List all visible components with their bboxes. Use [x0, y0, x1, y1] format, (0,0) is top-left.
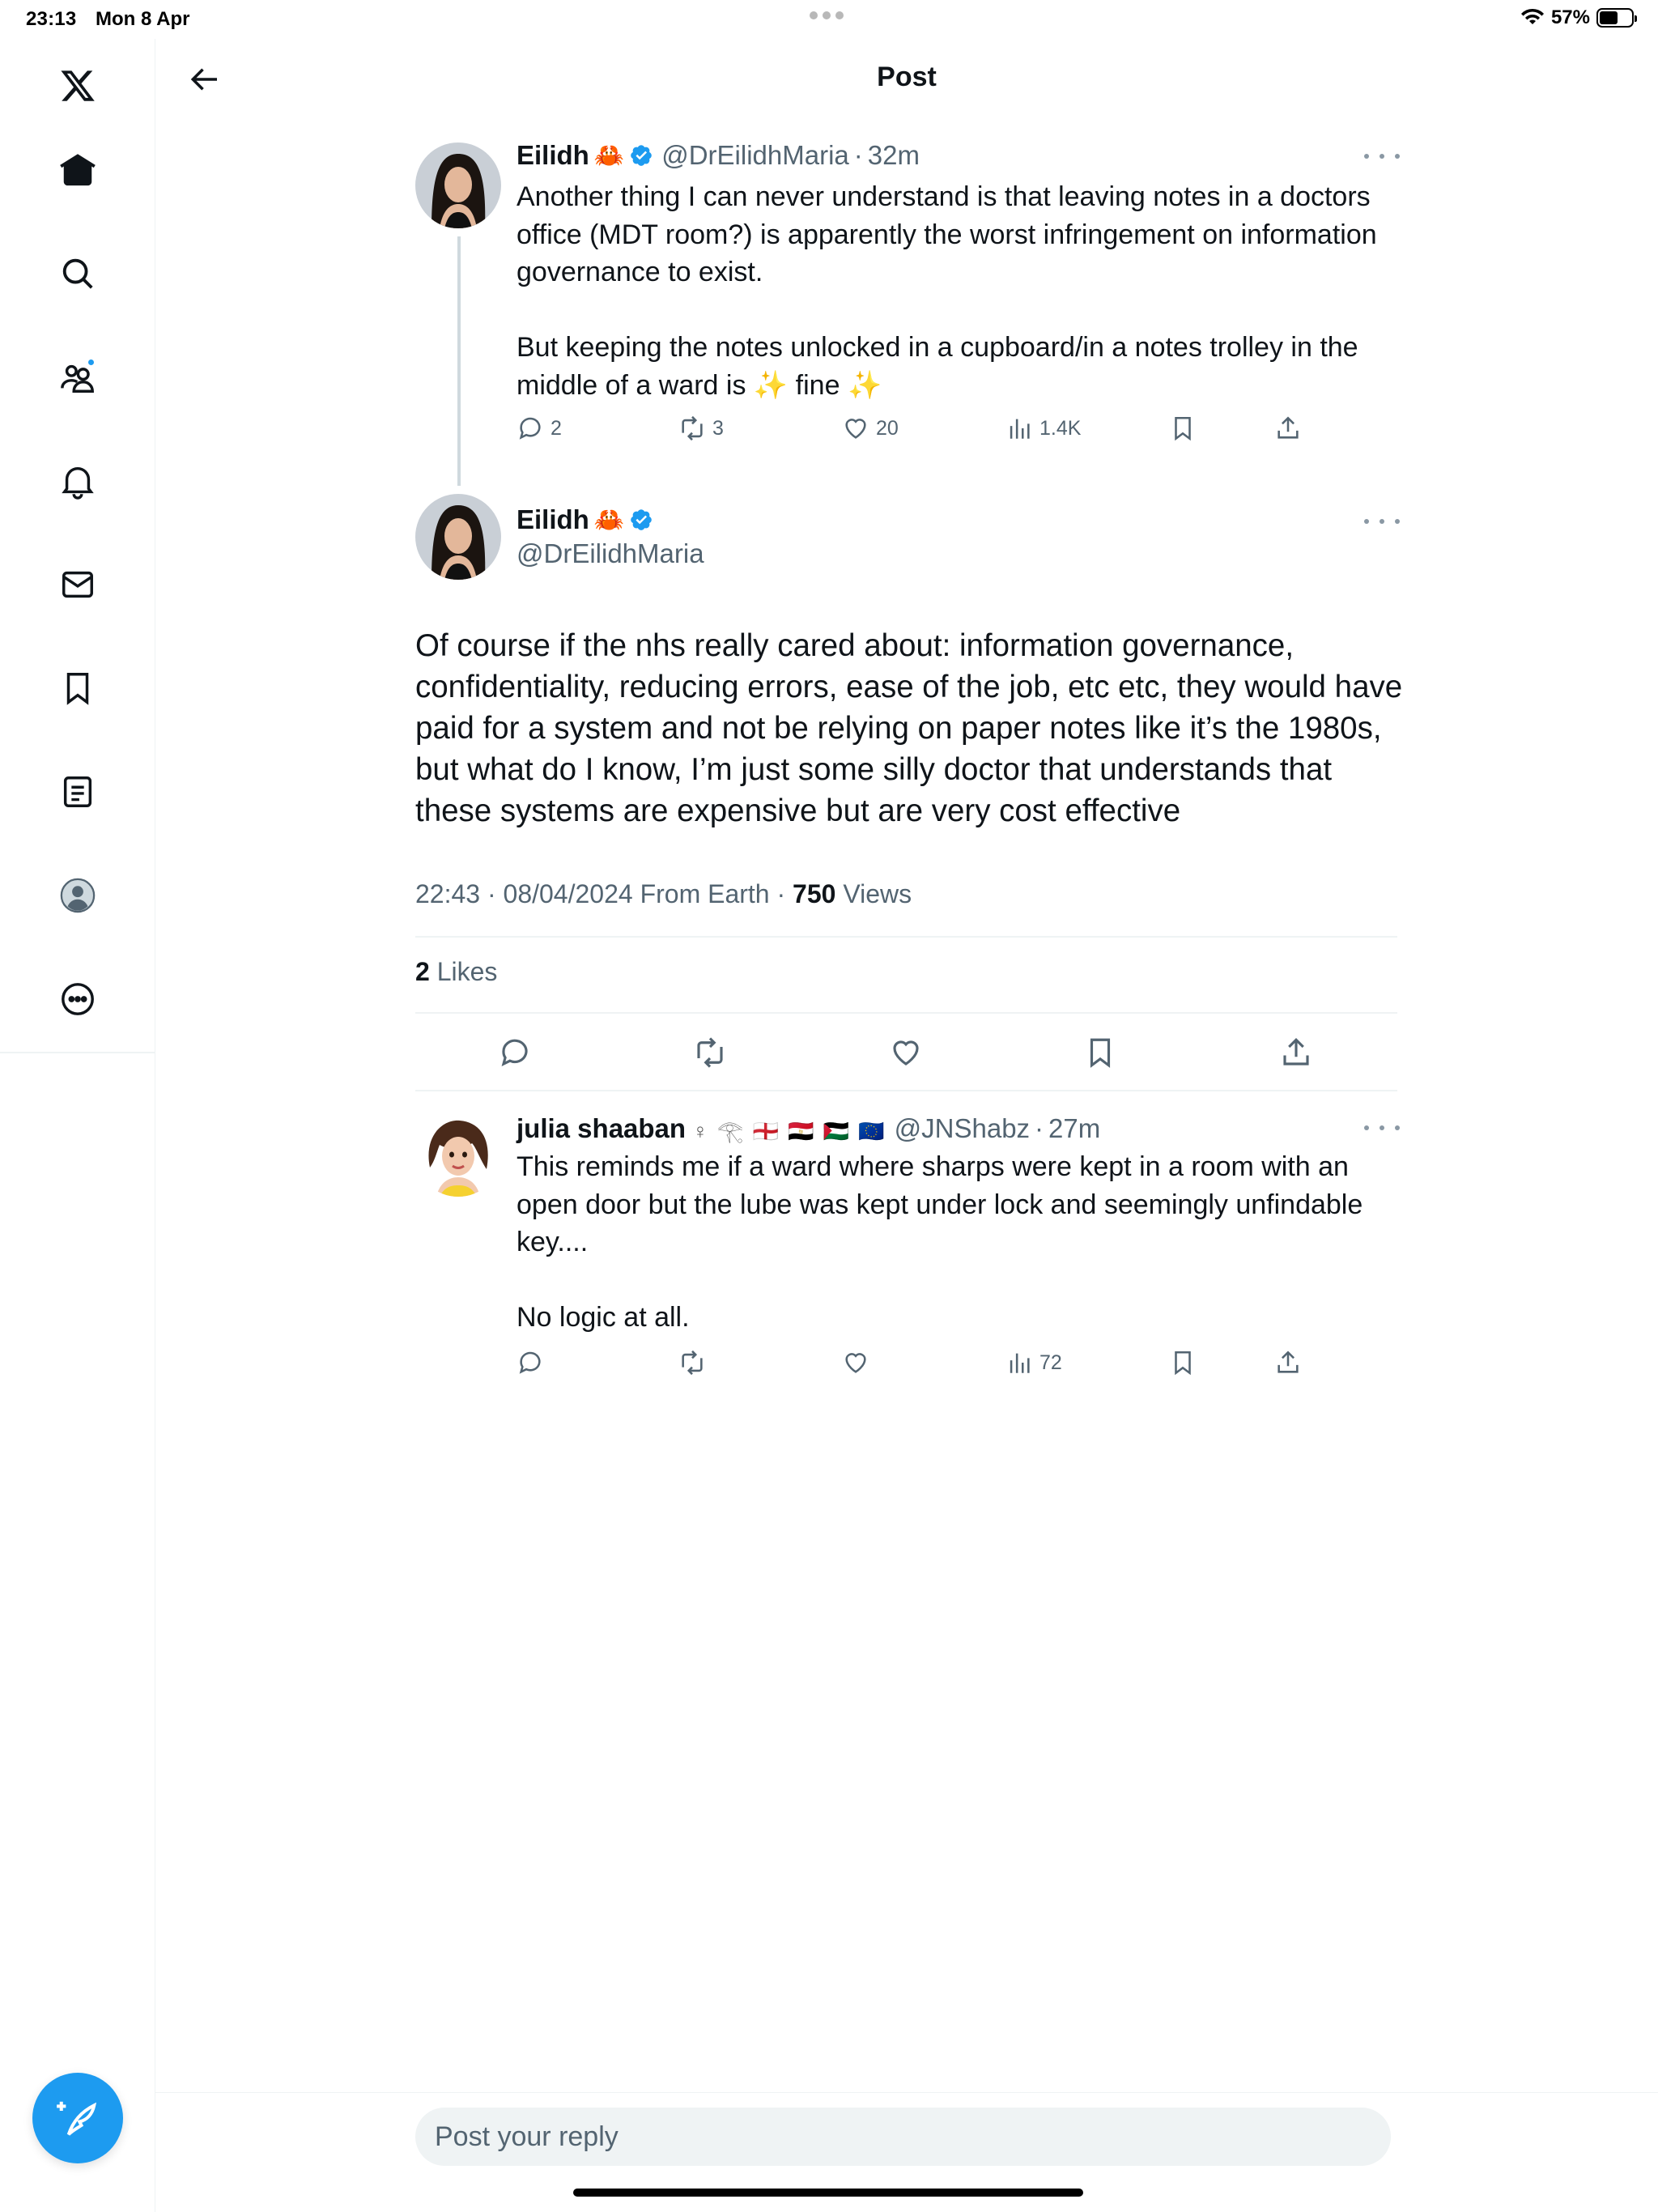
main-tweet-actions — [415, 1030, 1397, 1075]
reply-input[interactable] — [415, 2108, 1391, 2166]
separator: · — [1035, 1113, 1044, 1143]
avatar[interactable] — [415, 143, 501, 228]
repost-icon — [693, 1036, 727, 1070]
divider — [415, 1090, 1397, 1091]
divider — [415, 936, 1397, 938]
compose-icon — [56, 2096, 100, 2140]
battery-percent: 57% — [1550, 6, 1590, 28]
views-action[interactable] — [1005, 415, 1081, 442]
like-button[interactable] — [883, 1030, 929, 1075]
tweet-time[interactable]: 32m — [867, 140, 920, 170]
views-count: 72 — [1039, 1351, 1062, 1374]
reply-count: 2 — [551, 416, 562, 440]
crab-emoji: 🦀 — [593, 506, 625, 534]
main-tweet-handle-row — [517, 538, 704, 569]
reply-tweet-header — [517, 1112, 1100, 1146]
repost-count: 3 — [712, 416, 724, 440]
views-action[interactable] — [1005, 1349, 1062, 1376]
thread-line — [457, 236, 461, 486]
search-icon[interactable] — [49, 245, 107, 303]
status-time: 23:13 — [26, 8, 77, 30]
share-action[interactable] — [1274, 415, 1302, 442]
handle[interactable]: @JNShabz — [894, 1113, 1031, 1143]
status-date: Mon 8 Apr — [96, 8, 190, 30]
repost-icon — [678, 415, 706, 442]
likes-label: Likes — [429, 957, 498, 986]
display-name[interactable]: Eilidh — [517, 504, 589, 534]
likes-count: 2 — [415, 957, 430, 986]
main-tweet-text: Of course if the nhs really cared about: information governance, confidentiality, reducing errors, ease of the job, etc etc, they would have paid for a system and not be relying on paper notes like it’s the 1980s, but what do I know, I’m just some silly doctor that understands that these systems are expensive but are very cost effective — [415, 628, 1403, 828]
display-name[interactable]: julia shaaban — [517, 1113, 687, 1143]
name-decorations: ♀ 𓂀 🏴󠁧󠁢󠁥󠁮󠁧󠁿 🇪🇬 🇵🇸 🇪🇺 — [692, 1119, 886, 1143]
multitasking-dots-icon[interactable] — [810, 11, 844, 19]
display-name[interactable]: Eilidh — [517, 140, 589, 170]
left-nav-rail — [0, 39, 155, 2212]
status-bar — [0, 0, 1658, 39]
post-header — [155, 39, 1658, 120]
verified-badge-icon — [629, 143, 653, 168]
tweet-actions — [517, 1349, 1407, 1381]
reply-icon — [498, 1036, 532, 1070]
rail-divider — [0, 1052, 155, 1053]
views-icon — [1005, 415, 1033, 442]
avatar[interactable] — [415, 494, 501, 580]
views-count: 750 — [793, 879, 836, 908]
wifi-icon — [1520, 8, 1545, 28]
notification-dot — [87, 358, 96, 367]
handle[interactable]: @DrEilidhMaria — [661, 140, 849, 170]
status-right — [1520, 6, 1634, 29]
repost-button[interactable] — [687, 1030, 733, 1075]
more-options-button[interactable] — [1364, 513, 1400, 530]
reply-icon — [517, 1349, 544, 1376]
views-count: 1.4K — [1039, 416, 1082, 440]
heart-icon — [842, 1349, 869, 1376]
like-action[interactable] — [842, 1349, 869, 1376]
share-action[interactable] — [1274, 1349, 1302, 1376]
like-action[interactable] — [842, 415, 899, 442]
reply-button[interactable] — [492, 1030, 538, 1075]
tweet-time[interactable]: 27m — [1048, 1113, 1101, 1143]
repost-action[interactable] — [678, 1349, 706, 1376]
home-icon[interactable] — [49, 141, 107, 199]
share-icon — [1274, 415, 1302, 442]
compose-button[interactable] — [32, 2073, 123, 2163]
timestamp[interactable]: 22:43 · 08/04/2024 From Earth · — [415, 879, 793, 908]
bookmark-button[interactable] — [1078, 1030, 1123, 1075]
separator: · — [853, 140, 863, 170]
likes-summary[interactable] — [415, 957, 497, 987]
bookmark-icon — [1083, 1036, 1117, 1070]
profile-avatar-icon[interactable] — [49, 866, 107, 925]
bookmark-action[interactable] — [1169, 415, 1197, 442]
more-options-button[interactable] — [1364, 148, 1400, 164]
parent-tweet-header — [517, 140, 920, 171]
notifications-icon[interactable] — [49, 452, 107, 510]
share-icon — [1274, 1349, 1302, 1376]
bookmark-icon — [1169, 415, 1197, 442]
repost-icon — [678, 1349, 706, 1376]
bookmarks-icon[interactable] — [49, 659, 107, 717]
views-label: Views — [835, 879, 912, 908]
verified-badge-icon — [629, 508, 653, 532]
messages-icon[interactable] — [49, 555, 107, 614]
battery-fill — [1600, 11, 1618, 24]
more-options-button[interactable] — [1364, 1120, 1400, 1136]
share-button[interactable] — [1273, 1030, 1319, 1075]
x-logo-icon[interactable] — [49, 57, 107, 115]
handle[interactable]: @DrEilidhMaria — [517, 538, 704, 568]
heart-icon — [889, 1036, 923, 1070]
communities-icon[interactable] — [49, 348, 107, 406]
reply-action[interactable] — [517, 415, 562, 442]
page-title: Post — [877, 62, 937, 92]
crab-emoji: 🦀 — [593, 142, 625, 169]
tweet-text: Another thing I can never understand is that leaving notes in a doctors office (MDT room?) is apparently the worst infringement on information governance to exist. But keeping the notes unlocked in a cupboard/in a notes trolley in the middle of a ward is ✨ fine ✨ — [517, 181, 1377, 401]
more-icon[interactable] — [49, 970, 107, 1028]
divider — [415, 1012, 1397, 1014]
repost-action[interactable] — [678, 415, 724, 442]
like-count: 20 — [876, 416, 899, 440]
heart-icon — [842, 415, 869, 442]
tweet-text: This reminds me if a ward where sharps were kept in a room with an open door but the lube was kept under lock and seemingly unfindable key.... No logic at all. — [517, 1151, 1363, 1333]
lists-icon[interactable] — [49, 763, 107, 821]
home-indicator[interactable] — [573, 2189, 1083, 2197]
reply-action[interactable] — [517, 1349, 544, 1376]
avatar[interactable] — [415, 1111, 501, 1197]
share-icon — [1279, 1036, 1313, 1070]
main-tweet-header — [517, 504, 653, 535]
tweet-meta — [415, 879, 912, 909]
views-icon — [1005, 1349, 1033, 1376]
tweet-actions — [517, 415, 1407, 447]
battery-icon — [1596, 8, 1634, 28]
reply-icon — [517, 415, 544, 442]
bookmark-icon — [1169, 1349, 1197, 1376]
bookmark-action[interactable] — [1169, 1349, 1197, 1376]
